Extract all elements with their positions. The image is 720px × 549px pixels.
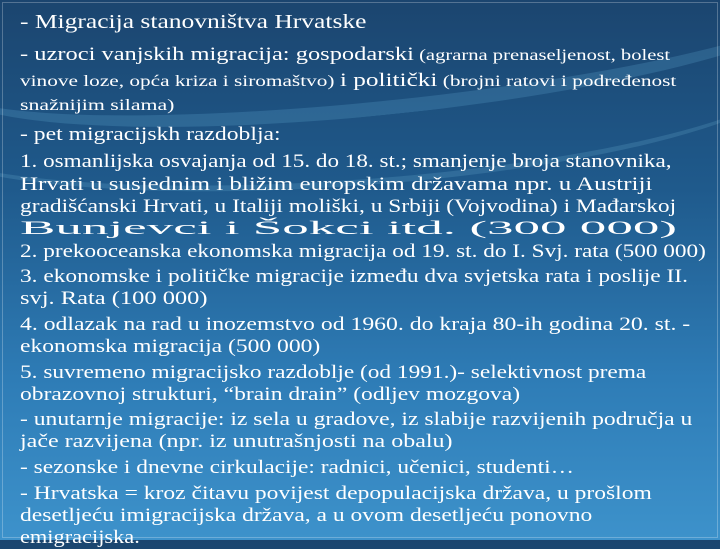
causes-line-3: snažnijim silama)	[20, 97, 175, 114]
causes-prefix: - uzroci vanjskih migracija:	[20, 44, 296, 65]
body-line: 4. odlazak na rad u inozemstvo od 1960. do kraja 80-ih godina 20. st. -	[20, 314, 691, 335]
body-line: ekonomska migracija (500 000)	[20, 336, 321, 357]
body-line: svj. Rata (100 000)	[20, 288, 208, 309]
body-line: - Hrvatska = kroz čitavu povijest depopulacijska država, u prošlom	[20, 483, 652, 504]
body-line: 5. suvremeno migracijsko razdoblje (od 1991.)- selektivnost prema	[20, 362, 647, 383]
body-line: jače razvijena (npr. iz unutrašnjosti na obalu)	[20, 431, 453, 452]
body-line: emigracijska.	[20, 527, 140, 548]
causes-line-1	[20, 44, 670, 67]
political-detail: (brojni ratovi i podređenost	[437, 73, 677, 90]
causes-line-2	[20, 70, 676, 93]
body-line: - sezonske i dnevne cirkulacije: radnici, učenici, studenti…	[20, 457, 575, 478]
political-label: i politički	[339, 70, 438, 91]
body-line: gradišćanski Hrvati, u Italiji moliški, u Srbiji (Vojvodina) i Mađarskoj	[20, 196, 677, 217]
body-line: 1. osmanlijska osvajanja od 15. do 18. st.; smanjenje broja stanovnika,	[20, 151, 672, 172]
economic-label: gospodarski	[295, 44, 414, 65]
periods-heading: - pet migracijskh razdoblja:	[20, 124, 281, 145]
body-line: Hrvati u susjednim i bližim europskim državama npr. u Austriji	[20, 174, 653, 195]
body-line: desetljeću imigracijska država, a u ovom desetljeću ponovno	[20, 505, 593, 526]
slide-title: - Migracija stanovništva Hrvatske	[20, 11, 367, 33]
body-line: 3. ekonomske i političke migracije između dva svjetska rata i poslije II.	[20, 266, 688, 287]
economic-detail: vinove loze, opća kriza i siromaštvo)	[20, 73, 340, 90]
economic-detail: (agrarna prenaseljenost, bolest	[413, 47, 671, 64]
body-line: Bunjevci i Šokci itd. (300 000)	[20, 218, 678, 239]
body-line: - unutarnje migracije: iz sela u gradove, iz slabije razvijenih područja u	[20, 409, 693, 430]
body-line: 2. prekooceanska ekonomska migracija od 19. st. do I. Svj. rata (500 000)	[20, 241, 706, 262]
body-line: obrazovnoj strukturi, “brain drain” (odljev mozgova)	[20, 384, 521, 405]
